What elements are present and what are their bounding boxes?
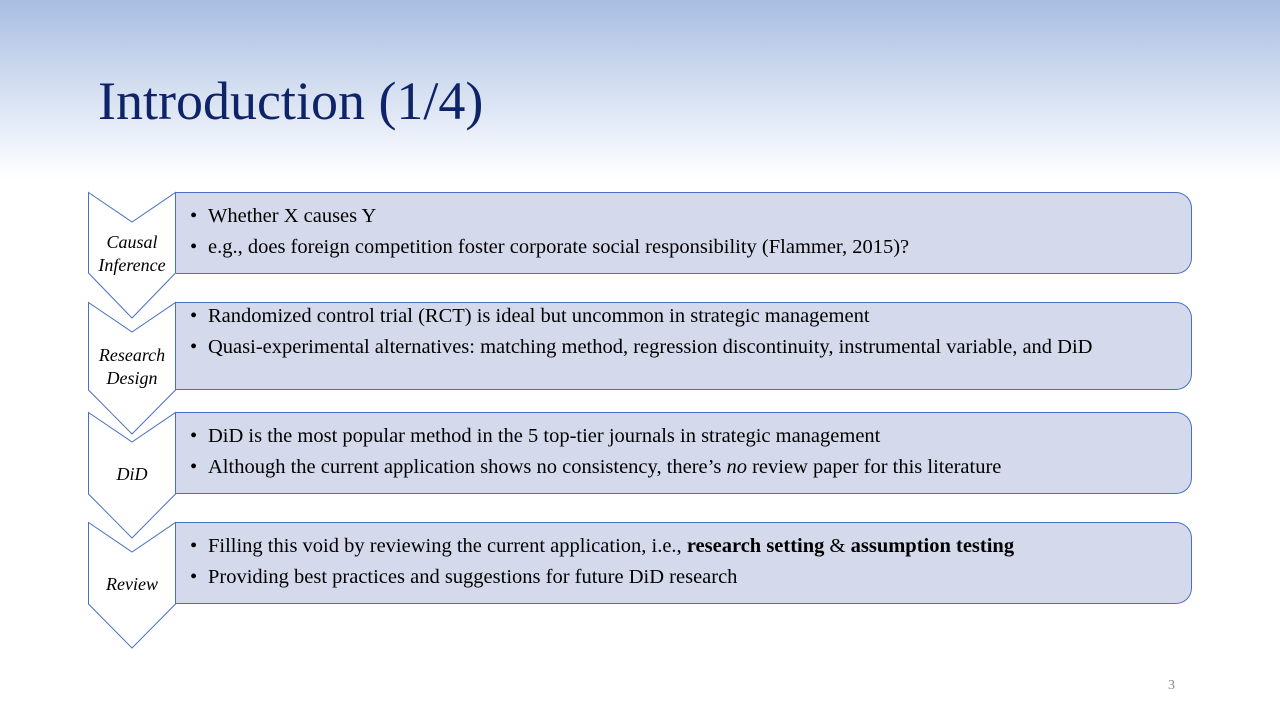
list-item [190, 534, 1171, 558]
bullet-icon: • [190, 425, 198, 447]
list-item [190, 304, 1171, 328]
bullet-icon: • [190, 236, 198, 258]
stage-label [88, 231, 176, 277]
list-item [190, 565, 1171, 589]
bullet-list [190, 424, 1171, 479]
stage-label [88, 344, 176, 390]
bullet-text: Randomized control trial (RCT) is ideal but uncommon in strategic management [208, 305, 870, 327]
bullet-text-bold: research setting [686, 535, 825, 557]
bullet-text-emphasis: no [726, 456, 747, 478]
stage-label-line1: DiD [116, 464, 148, 484]
stage-label-line2: Design [106, 368, 158, 388]
list-item [190, 335, 1171, 359]
slide-title: Introduction (1/4) [98, 71, 484, 131]
bullet-text: Providing best practices and suggestions for future DiD research [208, 566, 738, 588]
bullet-list [190, 304, 1171, 359]
bullet-text: Whether X causes Y [208, 205, 377, 227]
stage-label [88, 463, 176, 486]
bullet-icon: • [190, 456, 198, 478]
bullet-text-bold: assumption testing [850, 535, 1015, 557]
bullet-list [190, 204, 1171, 259]
stage-label-line1: Causal [106, 232, 158, 252]
stage-label-line1: Review [106, 574, 158, 594]
bullet-icon: • [190, 535, 198, 557]
bullet-text: DiD is the most popular method in the 5 top-tier journals in strategic management [208, 425, 881, 447]
bullet-icon: • [190, 205, 198, 227]
bullet-text-pre: Filling this void by reviewing the current application, i.e., [208, 535, 687, 557]
bullet-text-mid: & [824, 535, 851, 557]
bullet-icon: • [190, 566, 198, 588]
bullet-list [190, 534, 1171, 589]
bullet-text-post: review paper for this literature [746, 456, 1002, 478]
bullet-icon: • [190, 305, 198, 327]
list-item [190, 455, 1171, 479]
stage-label-line1: Research [98, 345, 166, 365]
list-item [190, 204, 1171, 228]
stage-content-box [176, 302, 1192, 390]
list-item [190, 235, 1171, 259]
stage-label-line2: Inference [98, 255, 166, 275]
stage-content-box [176, 522, 1192, 604]
bullet-icon: • [190, 336, 198, 358]
bullet-text: Quasi-experimental alternatives: matching method, regression discontinuity, instrumental variable, and DiD [208, 336, 1093, 358]
stage-content-box [176, 412, 1192, 494]
stage-content-box [176, 192, 1192, 274]
bullet-text: e.g., does foreign competition foster corporate social responsibility (Flammer, 2015)? [208, 236, 910, 258]
stage-label [88, 573, 176, 596]
page-number: 3 [1168, 678, 1175, 693]
bullet-text-pre: Although the current application shows no consistency, there’s [208, 456, 727, 478]
list-item [190, 424, 1171, 448]
